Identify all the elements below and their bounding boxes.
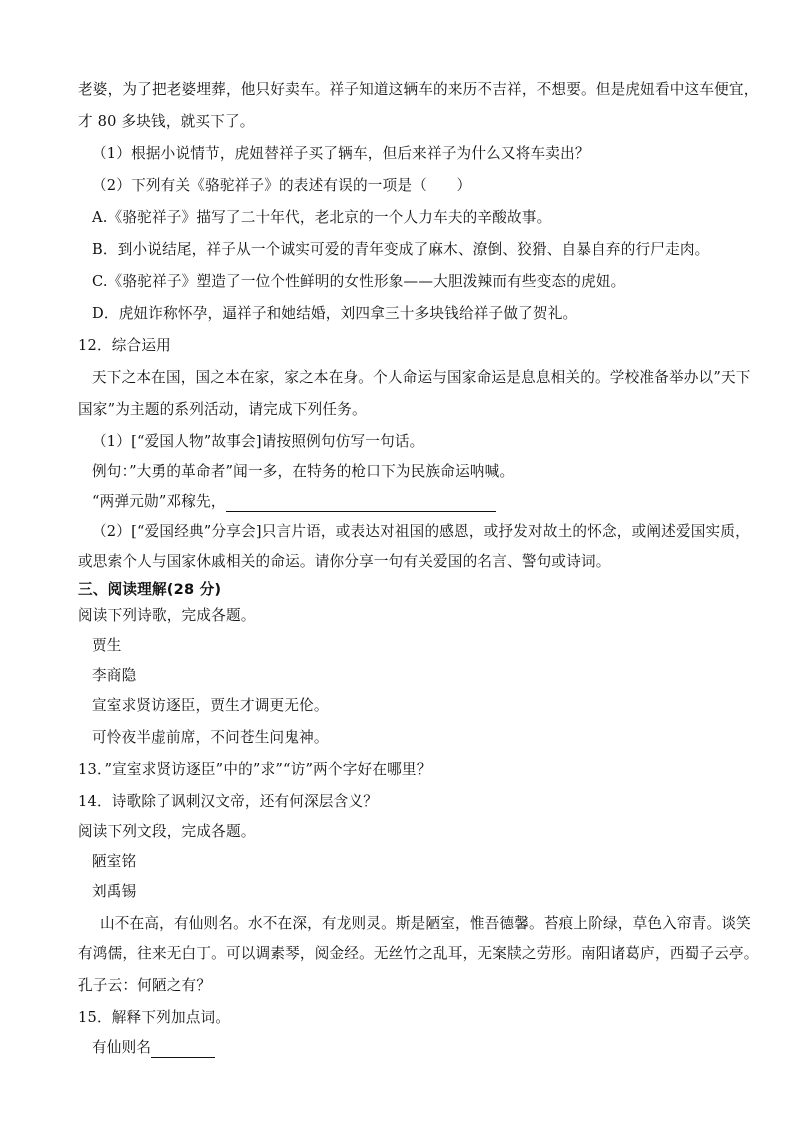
poem-title: 贾生 (92, 637, 122, 654)
text-line: 国家”为主题的系列活动，请完成下列任务。 (78, 401, 367, 418)
prompt-text: “两弹元勋”邓稼先， (92, 493, 226, 510)
answer-blank[interactable] (226, 495, 496, 512)
text-line: 老婆，为了把老婆埋葬，他只好卖车。祥子知道这辆车的来历不吉祥，不想要。但是虎妞看中这车便宜， (78, 81, 759, 98)
option-d: D．虎妞诈称怀孕，逼祥子和她结婚，刘四拿三十多块钱给祥子做了贺礼。 (92, 305, 578, 322)
option-c: C.《骆驼祥子》塑造了一位个性鲜明的女性形象——大胆泼辣而有些变态的虎妞。 (92, 273, 626, 290)
prompt-text: 有仙则名 (92, 1039, 152, 1056)
option-a: A.《骆驼祥子》描写了二十年代，老北京的一个人力车夫的辛酸故事。 (92, 209, 552, 226)
text-line: 天下之本在国，国之本在家，家之本在身。个人命运与国家命运是息息相关的。学校准备举办以”天下 (92, 369, 751, 386)
option-b: B．到小说结尾，祥子从一个诚实可爱的青年变成了麻木、潦倒、狡猾、自暴自弃的行尸走肉。 (92, 241, 710, 258)
fill-in-line (92, 1038, 742, 1058)
question-12-title: 12．综合运用 (78, 337, 171, 354)
essay-author: 刘禹锡 (92, 883, 137, 900)
answer-blank[interactable] (151, 1041, 215, 1058)
question-12-2: （2）[“爱国经典”分享会]只言片语，或表达对祖国的感恩，或抒发对故土的怀念，或阐述爱国实质， (92, 523, 750, 540)
text-line: 或思索个人与国家休戚相关的命运。请你分享一句有关爱国的名言、警句或诗词。 (78, 553, 611, 570)
essay-title: 陋室铭 (92, 853, 137, 870)
question-11-2: （2）下列有关《骆驼祥子》的表述有误的一项是（ ） (92, 177, 472, 194)
essay-text: 孔子云：何陋之有？ (78, 977, 212, 994)
poem-author: 李商隐 (92, 667, 137, 684)
instruction: 阅读下列诗歌，完成各题。 (78, 607, 256, 624)
question-15: 15．解释下列加点词。 (78, 1009, 231, 1026)
poem-line: 可怜夜半虚前席，不问苍生问鬼神。 (92, 729, 329, 746)
question-14: 14．诗歌除了讽刺汉文帝，还有何深层含义？ (78, 793, 379, 810)
essay-text: 山不在高，有仙则名。水不在深，有龙则灵。斯是陋室，惟吾德馨。苔痕上阶绿，草色入帘青。谈笑 (100, 915, 751, 932)
text-line: 才 80 多块钱，就买下了。 (78, 113, 255, 130)
poem-line: 宣室求贤访逐臣，贾生才调更无伦。 (92, 697, 329, 714)
question-11-1: （1）根据小说情节，虎妞替祥子买了辆车，但后来祥子为什么又将车卖出？ (92, 145, 590, 162)
instruction: 阅读下列文段，完成各题。 (78, 823, 256, 840)
question-13: 13．”宣室求贤访逐臣”中的”求”“访”两个字好在哪里？ (78, 761, 432, 778)
section-heading: 三、阅读理解(28 分) (78, 581, 222, 598)
fill-in-line (92, 492, 742, 512)
example-sentence: 例句：”大勇的革命者”闻一多，在特务的枪口下为民族命运呐喊。 (92, 463, 515, 480)
essay-text: 有鸿儒，往来无白丁。可以调素琴，阅金经。无丝竹之乱耳，无案牍之劳形。南阳诸葛庐，西蜀子云亭。 (78, 945, 759, 962)
question-12-1: （1）[“爱国人物”故事会]请按照例句仿写一句话。 (92, 433, 425, 450)
